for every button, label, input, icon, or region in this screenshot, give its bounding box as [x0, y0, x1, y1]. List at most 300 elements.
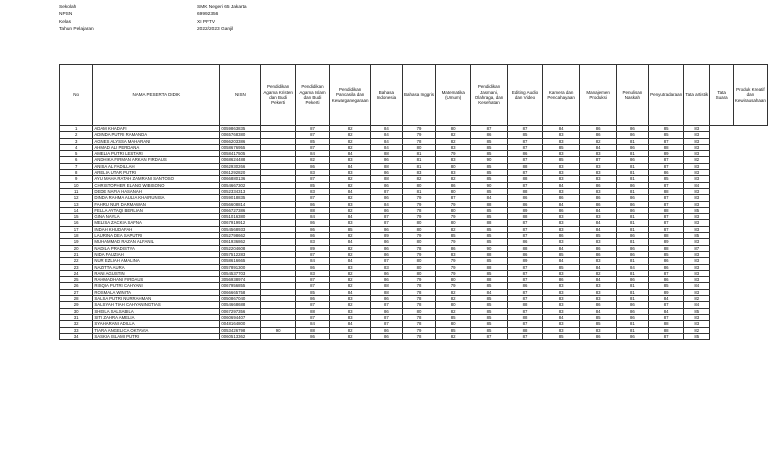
student-name-cell[interactable]: LAURINA DEA SAPUTRI — [93, 233, 220, 239]
student-name-cell[interactable]: GINA NAYLA — [93, 214, 220, 220]
grade-cell[interactable]: 81 — [616, 163, 648, 169]
grade-cell[interactable]: 83 — [684, 277, 710, 283]
grade-cell[interactable]: 86 — [616, 314, 648, 320]
grade-cell[interactable]: 85 — [649, 176, 684, 182]
grade-cell[interactable]: 83 — [684, 170, 710, 176]
grade-cell[interactable]: 88 — [371, 289, 402, 295]
grade-cell[interactable]: 85 — [649, 283, 684, 289]
grade-cell[interactable]: 88 — [508, 163, 543, 169]
grade-cell[interactable]: 82 — [436, 296, 470, 302]
grade-cell[interactable]: 86 — [371, 157, 402, 163]
row-number-cell[interactable]: 1 — [60, 126, 93, 132]
grade-cell[interactable]: 79 — [402, 327, 436, 333]
grade-cell[interactable]: 87 — [295, 277, 329, 283]
nisn-cell[interactable]: 0052204608 — [220, 245, 261, 251]
grade-cell[interactable]: 87 — [508, 264, 543, 270]
grade-cell[interactable]: 86 — [371, 170, 402, 176]
grade-cell[interactable]: 87 — [649, 333, 684, 339]
nisn-cell[interactable]: 0054667302 — [220, 182, 261, 188]
grade-cell[interactable]: 81 — [616, 283, 648, 289]
grade-cell[interactable]: 85 — [470, 314, 507, 320]
grade-cell[interactable]: 87 — [649, 270, 684, 276]
grade-cell[interactable]: 86 — [371, 277, 402, 283]
grade-cell[interactable]: 84 — [470, 289, 507, 295]
grade-cell[interactable]: 89 — [649, 289, 684, 295]
grade-cell[interactable]: 85 — [436, 233, 470, 239]
grade-cell[interactable]: 83 — [330, 314, 371, 320]
grade-cell[interactable]: 87 — [684, 245, 710, 251]
grade-cell[interactable]: 83 — [580, 296, 616, 302]
grade-cell[interactable]: 84 — [684, 302, 710, 308]
grade-cell[interactable]: 83 — [684, 289, 710, 295]
grade-cell[interactable]: 86 — [371, 251, 402, 257]
grade-cell[interactable]: 86 — [616, 144, 648, 150]
grade-cell[interactable]: 85 — [470, 138, 507, 144]
grade-cell[interactable]: 84 — [542, 245, 580, 251]
grade-cell[interactable]: 84 — [371, 201, 402, 207]
grade-cell[interactable]: 80 — [436, 188, 470, 194]
nisn-cell[interactable]: 3056938974 — [220, 277, 261, 283]
grade-cell[interactable]: 86 — [580, 195, 616, 201]
grade-cell[interactable]: 86 — [616, 126, 648, 132]
grade-cell[interactable]: 79 — [436, 214, 470, 220]
grade-cell[interactable]: 84 — [580, 308, 616, 314]
grade-cell[interactable]: 85 — [542, 157, 580, 163]
grade-cell[interactable]: 87 — [649, 214, 684, 220]
grade-cell[interactable]: 83 — [436, 251, 470, 257]
student-name-cell[interactable]: AYU MAHA RATAH ZAMRANI SANTOSO — [93, 176, 220, 182]
grade-cell[interactable]: 80 — [436, 302, 470, 308]
grade-cell[interactable]: 82 — [330, 233, 371, 239]
row-number-cell[interactable]: 13 — [60, 201, 93, 207]
grade-cell[interactable]: 81 — [616, 220, 648, 226]
row-number-cell[interactable]: 15 — [60, 214, 93, 220]
grade-cell[interactable]: 84 — [684, 182, 710, 188]
grade-cell[interactable]: 83 — [580, 163, 616, 169]
grade-cell[interactable]: 86 — [649, 264, 684, 270]
grade-cell[interactable]: 83 — [684, 214, 710, 220]
grade-cell[interactable]: 87 — [508, 226, 543, 232]
grade-cell[interactable]: 79 — [436, 283, 470, 289]
grade-cell[interactable]: 81 — [616, 176, 648, 182]
grade-cell[interactable]: 83 — [330, 220, 371, 226]
grade-cell[interactable]: 85 — [542, 264, 580, 270]
row-number-cell[interactable]: 12 — [60, 195, 93, 201]
grade-cell[interactable]: 83 — [684, 151, 710, 157]
grade-cell[interactable]: 88 — [649, 144, 684, 150]
grade-cell[interactable]: 81 — [616, 151, 648, 157]
grade-cell[interactable]: 84 — [542, 258, 580, 264]
grade-cell[interactable]: 85 — [436, 314, 470, 320]
grade-cell[interactable]: 90 — [470, 245, 507, 251]
grade-cell[interactable]: 78 — [402, 321, 436, 327]
grade-cell[interactable]: 85 — [470, 233, 507, 239]
grade-cell[interactable]: 88 — [508, 245, 543, 251]
student-name-cell[interactable]: NAZITTA AURA — [93, 264, 220, 270]
grade-cell[interactable]: 89 — [508, 258, 543, 264]
grade-cell[interactable]: 83 — [684, 132, 710, 138]
grade-cell[interactable]: 81 — [402, 163, 436, 169]
grade-cell[interactable]: 89 — [371, 233, 402, 239]
student-name-cell[interactable]: TIARA ANGELICA OKTAVIA — [93, 327, 220, 333]
grade-cell[interactable]: 88 — [371, 283, 402, 289]
grade-cell[interactable]: 84 — [295, 214, 329, 220]
grade-cell[interactable]: 79 — [436, 201, 470, 207]
grade-cell[interactable]: 84 — [580, 207, 616, 213]
grade-cell[interactable]: 88 — [649, 188, 684, 194]
grade-cell[interactable]: 82 — [330, 144, 371, 150]
grade-cell[interactable]: 87 — [649, 314, 684, 320]
grade-cell[interactable]: 85 — [470, 327, 507, 333]
nisn-cell[interactable]: 0054568933 — [220, 226, 261, 232]
student-name-cell[interactable]: SALSYAH TIAH CAHYANINGTIAS — [93, 302, 220, 308]
grade-cell[interactable]: 86 — [616, 182, 648, 188]
grade-cell[interactable]: 85 — [295, 138, 329, 144]
nisn-cell[interactable]: 0054537703 — [220, 270, 261, 276]
grade-cell[interactable]: 83 — [542, 220, 580, 226]
grade-cell[interactable]: 88 — [508, 314, 543, 320]
grade-cell[interactable]: 87 — [508, 157, 543, 163]
student-name-cell[interactable]: DINDA RAHMA AULIA KHAIRUNISA — [93, 195, 220, 201]
grade-cell[interactable]: 85 — [684, 333, 710, 339]
grade-cell[interactable]: 86 — [542, 195, 580, 201]
grade-cell[interactable]: 86 — [616, 251, 648, 257]
grade-cell[interactable]: 87 — [508, 321, 543, 327]
grade-cell[interactable]: 80 — [436, 220, 470, 226]
grade-cell[interactable]: 86 — [295, 201, 329, 207]
grade-cell[interactable]: 86 — [616, 157, 648, 163]
row-number-cell[interactable]: 2 — [60, 132, 93, 138]
grade-cell[interactable]: 85 — [295, 289, 329, 295]
row-number-cell[interactable]: 17 — [60, 226, 93, 232]
grade-cell[interactable]: 86 — [616, 207, 648, 213]
grade-cell[interactable]: 83 — [436, 170, 470, 176]
grade-cell[interactable]: 84 — [542, 126, 580, 132]
student-name-cell[interactable]: NADILA PRADISTYA — [93, 245, 220, 251]
grade-cell[interactable]: 83 — [542, 302, 580, 308]
grade-cell[interactable]: 86 — [371, 182, 402, 188]
row-number-cell[interactable]: 26 — [60, 283, 93, 289]
grade-cell[interactable]: 80 — [436, 207, 470, 213]
grade-cell[interactable]: 82 — [330, 176, 371, 182]
grade-cell[interactable]: 86 — [616, 333, 648, 339]
grade-cell[interactable]: 86 — [371, 207, 402, 213]
grade-cell[interactable]: 83 — [542, 270, 580, 276]
grade-cell[interactable]: 86 — [616, 245, 648, 251]
grade-cell[interactable]: 79 — [402, 277, 436, 283]
grade-cell[interactable]: 87 — [508, 138, 543, 144]
row-number-cell[interactable]: 19 — [60, 239, 93, 245]
grade-cell[interactable]: 82 — [330, 251, 371, 257]
grade-cell[interactable]: 83 — [542, 327, 580, 333]
grade-cell[interactable]: 83 — [684, 176, 710, 182]
student-name-cell[interactable]: AGNES ALYSSA MAHARANI — [93, 138, 220, 144]
grade-cell[interactable]: 83 — [684, 258, 710, 264]
row-number-cell[interactable]: 10 — [60, 182, 93, 188]
grade-cell[interactable]: 86 — [295, 220, 329, 226]
grade-cell[interactable]: 83 — [684, 239, 710, 245]
grade-cell[interactable]: 80 — [402, 182, 436, 188]
grade-cell[interactable]: 83 — [436, 157, 470, 163]
grade-cell[interactable]: 85 — [470, 296, 507, 302]
grade-cell[interactable]: 85 — [470, 321, 507, 327]
grade-cell[interactable]: 86 — [508, 239, 543, 245]
grade-cell[interactable]: 86 — [616, 132, 648, 138]
grade-cell[interactable]: 82 — [330, 126, 371, 132]
grade-cell[interactable]: 86 — [371, 270, 402, 276]
grade-cell[interactable]: 83 — [580, 289, 616, 295]
grade-cell[interactable]: 84 — [649, 296, 684, 302]
grade-cell[interactable]: 86 — [580, 245, 616, 251]
row-number-cell[interactable]: 3 — [60, 138, 93, 144]
grade-cell[interactable]: 83 — [684, 144, 710, 150]
grade-cell[interactable]: 82 — [330, 277, 371, 283]
grade-cell[interactable]: 85 — [470, 239, 507, 245]
grade-cell[interactable]: 83 — [330, 201, 371, 207]
nisn-cell[interactable]: 0059863835 — [220, 126, 261, 132]
row-number-cell[interactable]: 27 — [60, 289, 93, 295]
student-name-cell[interactable]: SYAHARANI ADILLA — [93, 321, 220, 327]
nisn-cell[interactable]: 0066880136 — [220, 176, 261, 182]
grade-cell[interactable]: 90 — [470, 182, 507, 188]
grade-cell[interactable]: 82 — [580, 138, 616, 144]
nisn-cell[interactable]: 0053426798 — [220, 327, 261, 333]
nisn-cell[interactable]: 0056608814 — [220, 201, 261, 207]
grade-cell[interactable]: 79 — [402, 126, 436, 132]
grade-cell[interactable]: 86 — [508, 201, 543, 207]
grade-cell[interactable]: 89 — [295, 245, 329, 251]
grade-cell[interactable]: 85 — [470, 144, 507, 150]
grade-cell[interactable]: 86 — [580, 132, 616, 138]
grade-cell[interactable]: 82 — [684, 327, 710, 333]
nisn-cell[interactable]: 0065768380 — [220, 132, 261, 138]
grade-cell[interactable]: 87 — [649, 182, 684, 188]
grade-cell[interactable]: 83 — [684, 126, 710, 132]
grade-cell[interactable]: 81 — [616, 321, 648, 327]
grade-cell[interactable]: 80 — [436, 126, 470, 132]
grade-cell[interactable]: 87 — [649, 138, 684, 144]
student-name-cell[interactable]: NUR EZLIAH AMALINA — [93, 258, 220, 264]
grade-cell[interactable]: 84 — [580, 226, 616, 232]
grade-cell[interactable]: 80 — [436, 163, 470, 169]
grade-cell[interactable]: 87 — [508, 270, 543, 276]
grade-cell[interactable]: 82 — [436, 138, 470, 144]
grade-cell[interactable]: 81 — [402, 157, 436, 163]
row-number-cell[interactable]: 21 — [60, 251, 93, 257]
row-number-cell[interactable]: 32 — [60, 321, 93, 327]
grade-cell[interactable]: 88 — [371, 151, 402, 157]
grade-cell[interactable]: 83 — [684, 270, 710, 276]
grade-cell[interactable]: 83 — [542, 239, 580, 245]
grade-cell[interactable]: 83 — [580, 327, 616, 333]
grade-cell[interactable]: 88 — [470, 201, 507, 207]
grade-cell[interactable]: 87 — [295, 195, 329, 201]
student-name-cell[interactable]: AMELIA PUTRI LESTARI — [93, 151, 220, 157]
grade-cell[interactable]: 86 — [542, 277, 580, 283]
grade-cell[interactable]: 78 — [402, 314, 436, 320]
grade-cell[interactable]: 86 — [371, 333, 402, 339]
grade-cell[interactable]: 84 — [330, 321, 371, 327]
grade-cell[interactable]: 86 — [580, 302, 616, 308]
grade-cell[interactable]: 84 — [330, 214, 371, 220]
grade-cell[interactable]: 87 — [436, 195, 470, 201]
row-number-cell[interactable]: 11 — [60, 188, 93, 194]
grade-cell[interactable]: 86 — [295, 296, 329, 302]
student-name-cell[interactable]: FAHRU NUR DARMAWAN — [93, 201, 220, 207]
student-name-cell[interactable]: ANDHIKA FIRMAN ARKAN FIRDAUS — [93, 157, 220, 163]
student-name-cell[interactable]: RISQIA PUTRI CAHYANI — [93, 283, 220, 289]
student-name-cell[interactable]: SASKIA ISLAMI PUTRI — [93, 333, 220, 339]
grade-cell[interactable]: 83 — [684, 251, 710, 257]
grade-cell[interactable]: 84 — [330, 239, 371, 245]
grade-cell[interactable]: 79 — [402, 132, 436, 138]
grade-cell[interactable]: 87 — [508, 277, 543, 283]
nisn-cell[interactable]: 0050867040 — [220, 296, 261, 302]
grade-cell[interactable]: 83 — [542, 163, 580, 169]
grade-cell[interactable]: 90 — [470, 157, 507, 163]
student-name-cell[interactable]: ANISA AL FADILLAH — [93, 163, 220, 169]
grade-cell[interactable]: 83 — [684, 201, 710, 207]
grade-cell[interactable]: 79 — [402, 233, 436, 239]
grade-cell[interactable]: 85 — [470, 258, 507, 264]
grade-cell[interactable]: 85 — [508, 132, 543, 138]
grade-cell[interactable]: 84 — [295, 321, 329, 327]
grade-cell[interactable]: 80 — [402, 226, 436, 232]
grade-cell[interactable]: 83 — [580, 214, 616, 220]
grade-cell[interactable]: 88 — [508, 188, 543, 194]
grade-cell[interactable]: 85 — [470, 214, 507, 220]
grade-cell[interactable]: 87 — [508, 289, 543, 295]
grade-cell[interactable]: 85 — [470, 163, 507, 169]
grade-cell[interactable]: 88 — [371, 163, 402, 169]
student-name-cell[interactable]: DEDE NAFIA HASANAH — [93, 188, 220, 194]
row-number-cell[interactable]: 29 — [60, 302, 93, 308]
student-name-cell[interactable]: AHMAD ALI PERDANA — [93, 144, 220, 150]
grade-cell[interactable]: 83 — [684, 163, 710, 169]
grade-cell[interactable]: 87 — [508, 144, 543, 150]
grade-cell[interactable]: 84 — [330, 258, 371, 264]
grade-cell[interactable]: 85 — [470, 302, 507, 308]
grade-cell[interactable]: 78 — [402, 283, 436, 289]
row-number-cell[interactable]: 5 — [60, 151, 93, 157]
grade-cell[interactable]: 83 — [580, 283, 616, 289]
grade-cell[interactable]: 87 — [508, 182, 543, 188]
student-name-cell[interactable]: SALSA PUTRI NURRAHMAN — [93, 296, 220, 302]
grade-cell[interactable]: 83 — [580, 258, 616, 264]
grade-cell[interactable]: 89 — [649, 239, 684, 245]
grade-cell[interactable]: 85 — [649, 132, 684, 138]
grade-cell[interactable]: 82 — [295, 157, 329, 163]
grade-cell[interactable]: 82 — [330, 327, 371, 333]
grade-cell[interactable]: 87 — [371, 314, 402, 320]
row-number-cell[interactable]: 25 — [60, 277, 93, 283]
grade-cell[interactable]: 87 — [649, 163, 684, 169]
grade-cell[interactable]: 86 — [542, 233, 580, 239]
grade-cell[interactable]: 85 — [649, 126, 684, 132]
grade-cell[interactable]: 86 — [616, 302, 648, 308]
grade-cell[interactable]: 84 — [649, 308, 684, 314]
grade-cell[interactable]: 84 — [580, 277, 616, 283]
row-number-cell[interactable]: 33 — [60, 327, 93, 333]
grade-cell[interactable]: 87 — [295, 302, 329, 308]
grade-cell[interactable]: 80 — [402, 308, 436, 314]
row-number-cell[interactable]: 18 — [60, 233, 93, 239]
grade-cell[interactable]: 84 — [371, 126, 402, 132]
student-name-cell[interactable]: ROSMALA WINITA — [93, 289, 220, 295]
grade-cell[interactable]: 86 — [295, 233, 329, 239]
grade-cell[interactable]: 83 — [295, 170, 329, 176]
grade-cell[interactable]: 87 — [371, 220, 402, 226]
grade-cell[interactable]: 83 — [330, 157, 371, 163]
grade-cell[interactable]: 81 — [616, 226, 648, 232]
nisn-cell[interactable]: 0054668688 — [220, 302, 261, 308]
grade-cell[interactable]: 81 — [616, 170, 648, 176]
nisn-cell[interactable]: 0057512283 — [220, 251, 261, 257]
grade-cell[interactable]: 85 — [330, 226, 371, 232]
grade-cell[interactable]: 83 — [580, 176, 616, 182]
grade-cell[interactable]: 86 — [371, 195, 402, 201]
nisn-cell[interactable]: 0058616665 — [220, 258, 261, 264]
grade-cell[interactable]: 83 — [542, 132, 580, 138]
grade-cell[interactable]: 88 — [508, 214, 543, 220]
grade-cell[interactable]: 83 — [542, 226, 580, 232]
grade-cell[interactable]: 84 — [580, 220, 616, 226]
grade-cell[interactable]: 88 — [470, 277, 507, 283]
grade-cell[interactable]: 84 — [371, 138, 402, 144]
student-name-cell[interactable]: ADINDA PUTRI RAMANDA — [93, 132, 220, 138]
grade-cell[interactable]: 83 — [542, 321, 580, 327]
grade-cell[interactable]: 82 — [684, 157, 710, 163]
row-number-cell[interactable]: 34 — [60, 333, 93, 339]
grade-cell[interactable]: 85 — [580, 321, 616, 327]
grade-cell[interactable]: 84 — [330, 188, 371, 194]
grade-cell[interactable]: 85 — [684, 207, 710, 213]
grade-cell[interactable]: 86 — [649, 258, 684, 264]
grade-cell[interactable]: 88 — [649, 207, 684, 213]
grade-cell[interactable]: 88 — [649, 327, 684, 333]
grade-cell[interactable]: 86 — [295, 226, 329, 232]
grade-cell[interactable]: 83 — [295, 239, 329, 245]
grade-cell[interactable]: 87 — [295, 283, 329, 289]
nisn-cell[interactable]: 0058676955 — [220, 144, 261, 150]
grade-cell[interactable]: 86 — [580, 201, 616, 207]
grade-cell[interactable]: 84 — [295, 258, 329, 264]
grade-cell[interactable]: 78 — [402, 333, 436, 339]
grade-cell[interactable]: 85 — [470, 270, 507, 276]
row-number-cell[interactable]: 7 — [60, 163, 93, 169]
grade-cell[interactable]: 83 — [371, 264, 402, 270]
row-number-cell[interactable]: 24 — [60, 270, 93, 276]
grade-cell[interactable]: 88 — [508, 302, 543, 308]
grade-cell[interactable]: 80 — [436, 321, 470, 327]
grade-cell[interactable]: 80 — [402, 144, 436, 150]
grade-cell[interactable]: 82 — [330, 132, 371, 138]
grade-cell[interactable]: 78 — [402, 245, 436, 251]
nisn-cell[interactable]: 0067297356 — [220, 308, 261, 314]
nisn-cell[interactable]: 0058417505 — [220, 151, 261, 157]
grade-cell[interactable]: 83 — [436, 144, 470, 150]
grade-cell[interactable]: 88 — [649, 233, 684, 239]
grade-cell[interactable]: 86 — [580, 251, 616, 257]
grade-cell[interactable]: 86 — [295, 333, 329, 339]
grade-cell[interactable]: 87 — [371, 321, 402, 327]
grade-cell[interactable]: 79 — [436, 258, 470, 264]
grade-cell[interactable]: 88 — [470, 264, 507, 270]
grade-cell[interactable]: 87 — [371, 188, 402, 194]
grade-cell[interactable]: 84 — [330, 151, 371, 157]
grade-cell[interactable]: 85 — [542, 251, 580, 257]
grade-cell[interactable]: 85 — [684, 233, 710, 239]
